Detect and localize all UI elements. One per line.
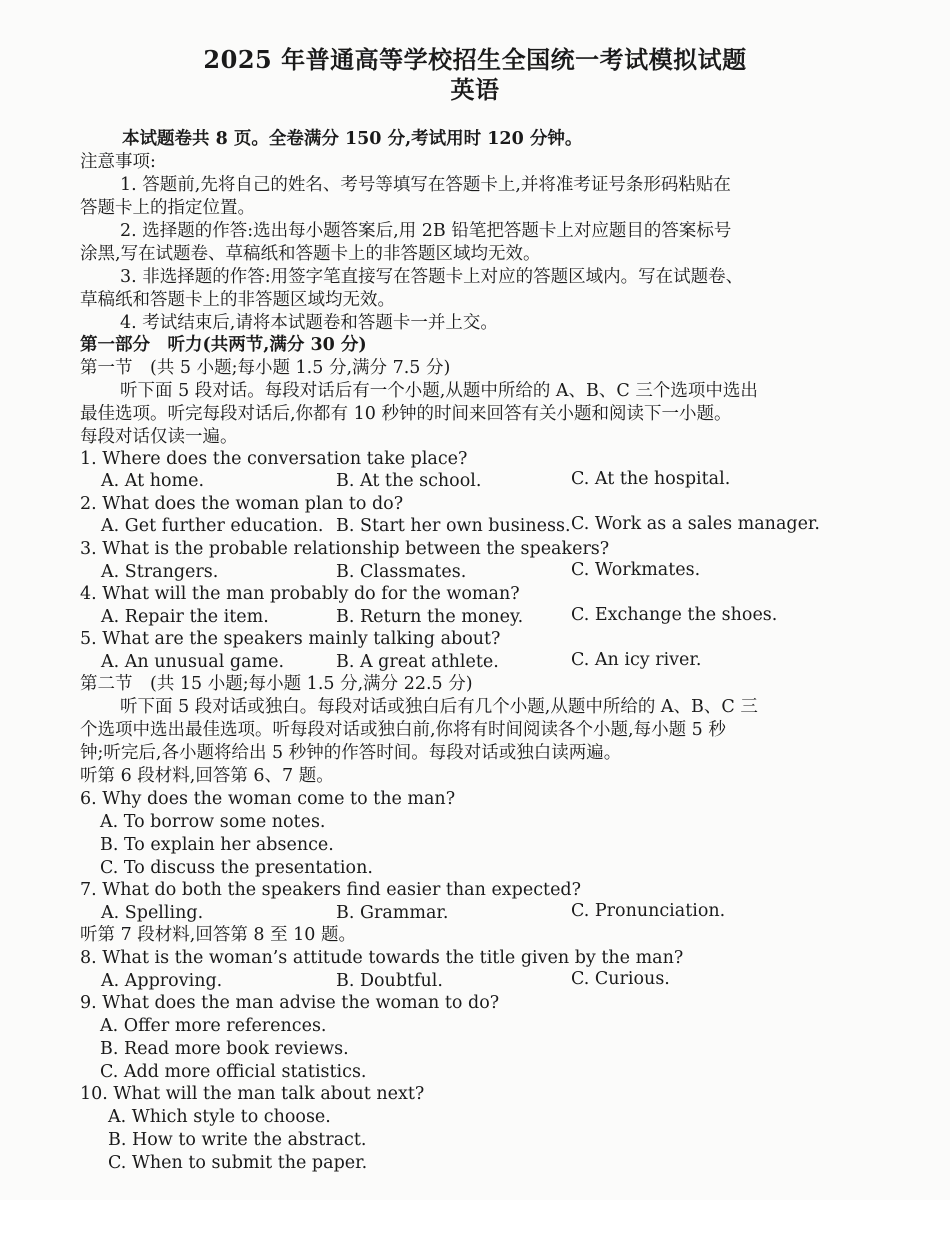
question-6: 6. Why does the woman come to the man? <box>80 789 456 809</box>
question-5: 5. What are the speakers mainly talking about? <box>80 629 501 649</box>
section1-instructions: 听下面 5 段对话。每段对话后有一个小题,从题中所给的 A、B、C 三个选项中选出 <box>120 381 758 401</box>
q2-option-b: B. Start her own business. <box>336 516 571 536</box>
exam-title: 2025 年普通高等学校招生全国统一考试模拟试题 <box>203 45 747 74</box>
section1-heading: 第一节 (共 5 小题;每小题 1.5 分,满分 7.5 分) <box>80 358 451 378</box>
q4-option-b: B. Return the money. <box>336 607 524 627</box>
question-10: 10. What will the man talk about next? <box>80 1084 425 1104</box>
notice-line: 涂黑,写在试题卷、草稿纸和答题卡上的非答题区域均无效。 <box>80 244 541 264</box>
q7-option-a: A. Spelling. <box>101 903 204 923</box>
q1-option-b: B. At the school. <box>336 471 482 491</box>
q1-option-a: A. At home. <box>101 471 205 491</box>
question-1: 1. Where does the conversation take place? <box>80 449 468 469</box>
notice-line: 1. 答题前,先将自己的姓名、考号等填写在答题卡上,并将准考证号条形码粘贴在 <box>120 175 731 195</box>
exam-summary: 本试题卷共 8 页。全卷满分 150 分,考试用时 120 分钟。 <box>122 129 583 149</box>
q3-option-a: A. Strangers. <box>101 562 219 582</box>
notice-line: 3. 非选择题的作答:用签字笔直接写在答题卡上对应的答题区域内。写在试题卷、 <box>120 267 744 287</box>
section1-instructions: 最佳选项。听完每段对话后,你都有 10 秒钟的时间来回答有关小题和阅读下一小题。 <box>80 404 732 424</box>
q7-option-c: C. Pronunciation. <box>571 901 726 921</box>
notice-line: 2. 选择题的作答:选出每小题答案后,用 2B 铅笔把答题卡上对应题目的答案标号 <box>120 221 732 241</box>
notice-line: 草稿纸和答题卡上的非答题区域均无效。 <box>80 290 395 310</box>
q2-option-c: C. Work as a sales manager. <box>571 514 820 534</box>
question-8: 8. What is the woman’s attitude towards the title given by the man? <box>80 948 684 968</box>
section2-instructions: 听下面 5 段对话或独白。每段对话或独白后有几个小题,从题中所给的 A、B、C 三 <box>120 697 758 717</box>
page-bottom-margin <box>0 1200 950 1247</box>
question-4: 4. What will the man probably do for the woman? <box>80 584 520 604</box>
q8-option-b: B. Doubtful. <box>336 971 443 991</box>
q1-option-c: C. At the hospital. <box>571 469 731 489</box>
q5-option-a: A. An unusual game. <box>101 652 285 672</box>
q10-option-b: B. How to write the abstract. <box>108 1130 367 1150</box>
section2-instructions: 钟;听完后,各小题将给出 5 秒钟的作答时间。每段对话或独白读两遍。 <box>80 743 622 763</box>
material-6-note: 听第 6 段材料,回答第 6、7 题。 <box>80 766 334 786</box>
q10-option-a: A. Which style to choose. <box>108 1107 331 1127</box>
q7-option-b: B. Grammar. <box>336 903 449 923</box>
section2-instructions: 个选项中选出最佳选项。听每段对话或独白前,你将有时间阅读各个小题,每小题 5 秒 <box>80 720 726 740</box>
q5-option-b: B. A great athlete. <box>336 652 499 672</box>
question-7: 7. What do both the speakers find easier than expected? <box>80 880 582 900</box>
q3-option-b: B. Classmates. <box>336 562 467 582</box>
notice-line: 答题卡上的指定位置。 <box>80 198 255 218</box>
q8-option-a: A. Approving. <box>101 971 223 991</box>
notice-heading: 注意事项: <box>80 152 156 172</box>
q6-option-b: B. To explain her absence. <box>100 835 334 855</box>
q3-option-c: C. Workmates. <box>571 560 701 580</box>
q10-option-c: C. When to submit the paper. <box>108 1153 368 1173</box>
q8-option-c: C. Curious. <box>571 969 670 989</box>
q4-option-c: C. Exchange the shoes. <box>571 605 778 625</box>
q5-option-c: C. An icy river. <box>571 650 702 670</box>
question-2: 2. What does the woman plan to do? <box>80 494 404 514</box>
part1-heading: 第一部分 听力(共两节,满分 30 分) <box>80 335 367 355</box>
q6-option-a: A. To borrow some notes. <box>100 812 326 832</box>
question-9: 9. What does the man advise the woman to do? <box>80 993 500 1013</box>
q9-option-b: B. Read more book reviews. <box>100 1039 349 1059</box>
section2-heading: 第二节 (共 15 小题;每小题 1.5 分,满分 22.5 分) <box>80 674 473 694</box>
q9-option-a: A. Offer more references. <box>100 1016 327 1036</box>
q2-option-a: A. Get further education. <box>101 516 324 536</box>
question-3: 3. What is the probable relationship between the speakers? <box>80 539 610 559</box>
notice-line: 4. 考试结束后,请将本试题卷和答题卡一并上交。 <box>120 313 498 333</box>
exam-subject: 英语 <box>450 75 500 104</box>
q9-option-c: C. Add more official statistics. <box>100 1062 367 1082</box>
q6-option-c: C. To discuss the presentation. <box>100 858 373 878</box>
section1-instructions: 每段对话仅读一遍。 <box>80 427 238 447</box>
q4-option-a: A. Repair the item. <box>101 607 269 627</box>
material-7-note: 听第 7 段材料,回答第 8 至 10 题。 <box>80 925 356 945</box>
